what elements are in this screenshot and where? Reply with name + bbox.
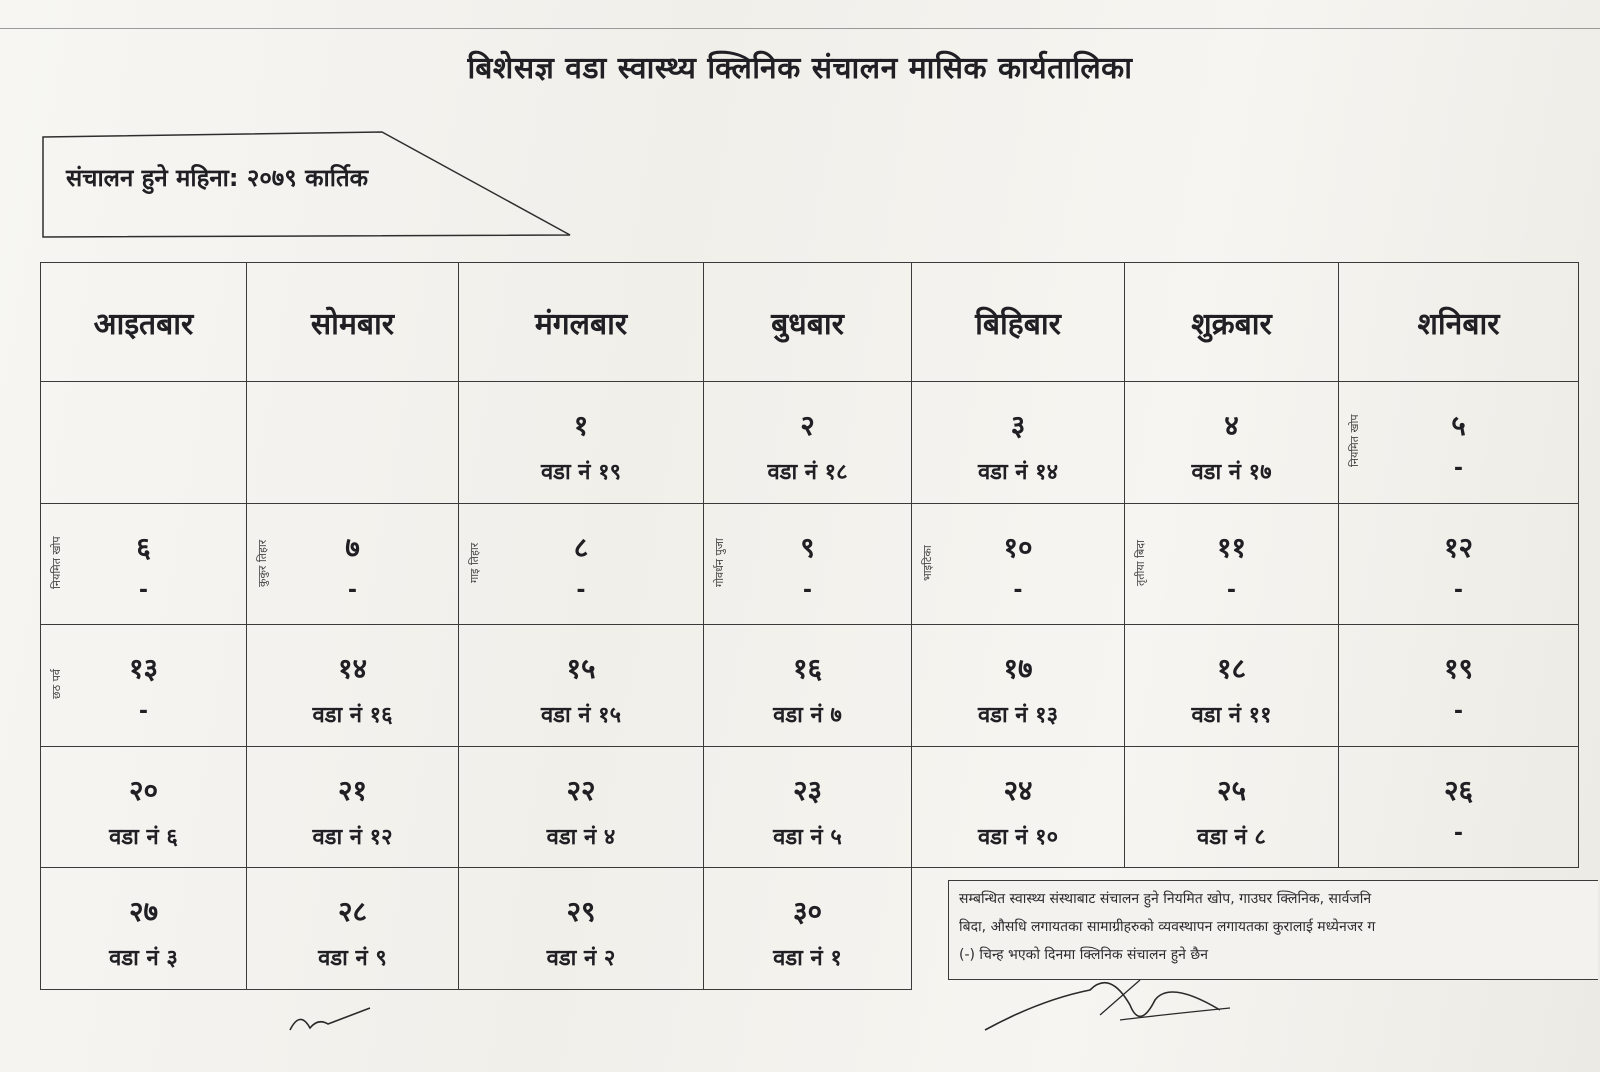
day-cell <box>1125 746 1339 868</box>
month-box <box>42 131 582 241</box>
holiday-note <box>49 396 71 486</box>
day-number: २४ <box>1003 773 1033 807</box>
day-cell <box>459 382 704 504</box>
day-cell <box>1125 382 1339 504</box>
weekday-header: मंगलबार <box>459 263 704 382</box>
ward-assignment: वडा नं ६ <box>109 824 178 850</box>
day-cell <box>1339 625 1579 747</box>
holiday-note <box>255 882 277 972</box>
holiday-note: छठ पर्व <box>50 669 63 700</box>
week-row <box>41 503 1579 625</box>
ward-assignment: वडा नं ९ <box>318 946 387 972</box>
signature-left <box>280 1000 380 1040</box>
ward-assignment: वडा नं १० <box>977 824 1059 850</box>
day-cell <box>459 746 704 868</box>
ward-assignment: - <box>1453 699 1464 725</box>
day-cell <box>459 868 704 990</box>
holiday-note <box>255 761 277 851</box>
footnote-line: (-) चिन्ह भएको दिनमा क्लिनिक संचालन हुने छैन <box>959 947 1208 963</box>
day-number: २८ <box>337 895 368 929</box>
ward-assignment: - <box>138 699 149 725</box>
day-number: ३० <box>792 895 823 929</box>
day-cell <box>247 382 459 504</box>
holiday-note: नियमित खोप <box>1348 414 1361 468</box>
week-row <box>41 625 1579 747</box>
day-number: ८ <box>573 530 589 564</box>
day-cell <box>912 625 1125 747</box>
day-cell <box>704 746 912 868</box>
day-number: २९ <box>566 895 596 929</box>
ward-assignment: वडा नं १२ <box>312 824 393 850</box>
weekday-header: शनिबार <box>1339 263 1579 382</box>
day-cell <box>1125 503 1339 625</box>
day-cell <box>247 746 459 868</box>
month-label: संचालन हुने महिना: २०७९ कार्तिक <box>66 164 369 192</box>
weekday-header: बुधबार <box>704 263 912 382</box>
ward-assignment: वडा नं १ <box>773 946 842 972</box>
day-cell <box>247 503 459 625</box>
ward-assignment: - <box>1453 820 1464 846</box>
page-title: बिशेसज्ञ वडा स्वास्थ्य क्लिनिक संचालन मासिक कार्यतालिका <box>467 51 1133 86</box>
day-number: २१ <box>337 773 368 807</box>
ward-assignment: - <box>138 577 149 603</box>
ward-assignment: - <box>1013 577 1023 603</box>
ward-assignment: - <box>347 577 358 603</box>
ward-assignment: - <box>1453 577 1464 603</box>
ward-assignment: वडा नं ११ <box>1191 703 1272 729</box>
day-number: २ <box>800 409 815 442</box>
day-cell <box>41 382 247 504</box>
weekday-header: शुक्रबार <box>1125 263 1339 382</box>
ward-assignment: वडा नं ७ <box>773 703 842 729</box>
ward-assignment: - <box>802 577 813 603</box>
holiday-note <box>1133 639 1155 729</box>
holiday-note <box>1133 396 1155 486</box>
ward-assignment: वडा नं १६ <box>312 703 393 729</box>
day-number: ७ <box>345 530 360 564</box>
ward-assignment: वडा नं १४ <box>977 460 1059 485</box>
holiday-note <box>712 761 734 851</box>
day-cell <box>247 625 459 747</box>
holiday-note <box>920 761 942 851</box>
ward-assignment: वडा नं १३ <box>977 703 1059 729</box>
holiday-note: भाइटिका <box>921 544 934 581</box>
day-number: २५ <box>1216 773 1247 807</box>
weekday-header: आइतबार <box>41 263 247 382</box>
day-number: १० <box>1003 530 1033 564</box>
day-cell <box>912 746 1125 868</box>
day-number: २३ <box>792 773 823 807</box>
holiday-note <box>1347 518 1369 608</box>
day-number: २२ <box>566 773 596 807</box>
holiday-note <box>712 882 734 972</box>
day-cell <box>41 625 247 747</box>
week-row <box>41 746 1579 868</box>
day-cell <box>459 625 704 747</box>
holiday-note: गाइ तिहार <box>468 542 481 583</box>
holiday-note: गोवर्धन पुजा <box>713 538 726 587</box>
ward-assignment: वडा नं १८ <box>767 460 848 485</box>
holiday-note <box>920 396 942 486</box>
holiday-note <box>1347 761 1369 851</box>
weekday-header: बिहिबार <box>912 263 1125 382</box>
day-cell <box>459 503 704 625</box>
weekday-header: सोमबार <box>247 263 459 382</box>
ward-assignment: वडा नं ५ <box>773 824 842 850</box>
day-cell <box>1125 625 1339 747</box>
ward-assignment: - <box>576 577 586 603</box>
holiday-note: तृतीया बिदा <box>1134 539 1147 586</box>
holiday-note <box>1133 761 1155 851</box>
day-number: १८ <box>1216 652 1247 686</box>
top-rule <box>0 28 1600 29</box>
day-cell <box>1339 503 1579 625</box>
day-number: ५ <box>1451 409 1466 442</box>
ward-assignment: वडा नं १५ <box>540 703 622 729</box>
holiday-note <box>467 396 489 486</box>
day-number: १५ <box>566 652 596 686</box>
holiday-note <box>255 396 277 486</box>
day-number: २७ <box>128 895 159 929</box>
holiday-note <box>920 639 942 729</box>
day-cell <box>704 503 912 625</box>
day-cell <box>704 625 912 747</box>
day-cell <box>41 868 247 990</box>
day-number: ४ <box>1224 409 1239 442</box>
signature-right <box>980 960 1240 1040</box>
holiday-note <box>712 639 734 729</box>
day-number: १ <box>573 409 589 442</box>
day-cell <box>912 382 1125 504</box>
day-number: १९ <box>1443 652 1474 686</box>
ward-assignment: वडा नं २ <box>546 946 616 972</box>
ward-assignment: वडा नं १७ <box>1191 460 1272 485</box>
footnote-line: बिदा, औसधि लगायतका सामाग्रीहरुको व्यवस्थापन लगायतका कुरालाई मध्येनजर ग <box>959 919 1376 935</box>
ward-assignment: वडा नं ३ <box>109 946 178 972</box>
ward-assignment: वडा नं ४ <box>546 824 616 850</box>
holiday-note <box>49 882 71 972</box>
day-cell <box>912 503 1125 625</box>
day-cell <box>704 382 912 504</box>
day-number: ९ <box>800 530 815 564</box>
holiday-note: नियमित खोप <box>50 536 63 589</box>
day-cell <box>704 868 912 990</box>
day-cell <box>41 746 247 868</box>
holiday-note: कुकुर तिहार <box>256 539 269 587</box>
day-number: १६ <box>792 652 823 686</box>
holiday-note <box>1347 639 1369 729</box>
ward-assignment: - <box>1453 456 1464 481</box>
holiday-note <box>467 639 489 729</box>
day-cell <box>1339 382 1579 504</box>
week-row <box>41 382 1579 504</box>
holiday-note <box>467 882 489 972</box>
ward-assignment: वडा नं ८ <box>1197 824 1266 850</box>
day-number: ६ <box>136 530 151 564</box>
holiday-note <box>712 396 734 486</box>
ward-assignment: वडा नं १९ <box>540 460 622 485</box>
day-cell <box>247 868 459 990</box>
holiday-note <box>255 639 277 729</box>
weekday-header-row <box>41 263 1579 382</box>
day-number: १७ <box>1003 652 1033 686</box>
day-number: १२ <box>1443 530 1474 564</box>
day-number: ११ <box>1216 530 1247 564</box>
footnote-line: सम्बन्धित स्वास्थ्य संस्थाबाट संचालन हुने नियमित खोप, गाउघर क्लिनिक, सार्वजनि <box>959 891 1372 907</box>
day-cell <box>41 503 247 625</box>
day-cell <box>1339 746 1579 868</box>
day-number: १३ <box>128 652 159 686</box>
day-number: २६ <box>1443 773 1474 807</box>
day-number: ३ <box>1010 409 1026 442</box>
day-number: १४ <box>337 652 368 686</box>
day-number: २० <box>128 773 159 807</box>
holiday-note <box>467 761 489 851</box>
ward-assignment: - <box>1226 577 1237 603</box>
holiday-note <box>49 761 71 851</box>
